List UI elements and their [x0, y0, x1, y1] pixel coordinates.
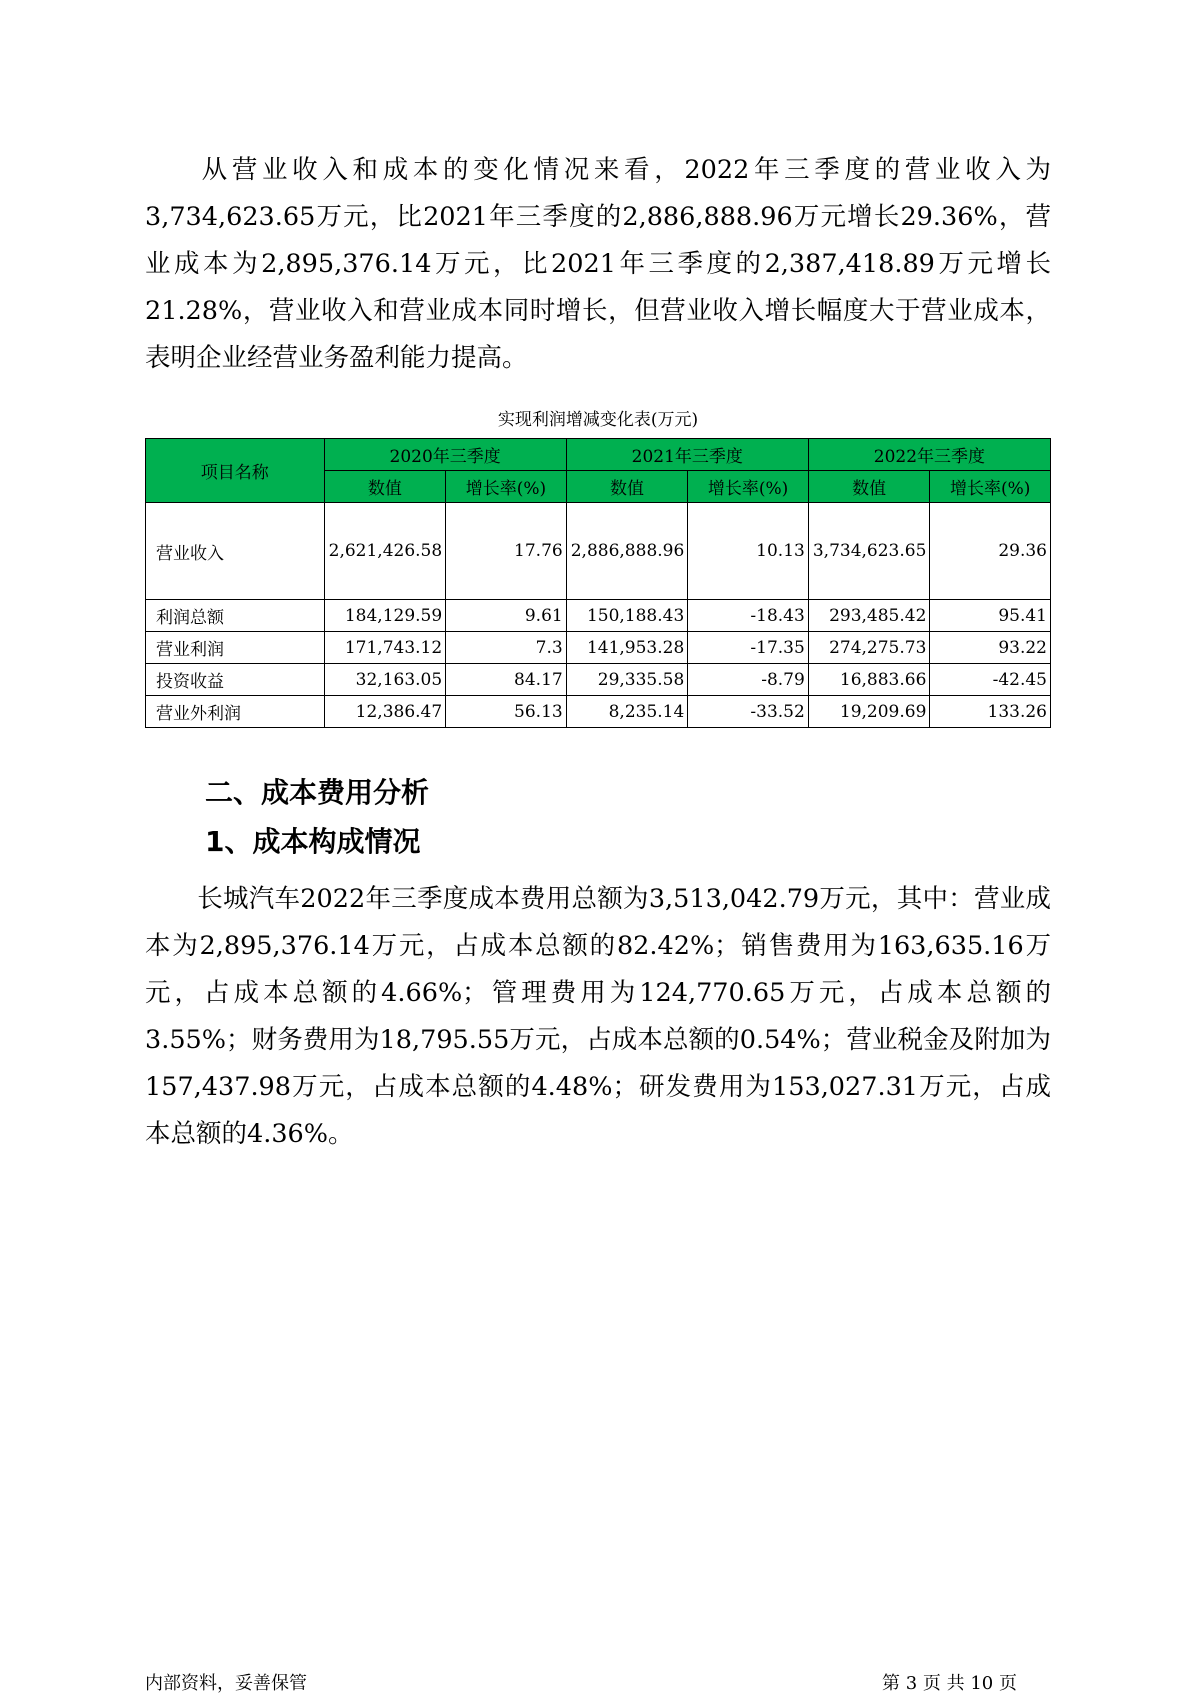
header-period-2021: 2021年三季度: [566, 439, 808, 471]
cell-rate: 17.76: [446, 503, 567, 600]
cell-rate: 10.13: [688, 503, 809, 600]
cell-value: 171,743.12: [324, 632, 446, 664]
cell-rate: 56.13: [446, 696, 567, 728]
paragraph-text: 长城汽车2022年三季度成本费用总额为3,513,042.79万元，其中：营业成本为2,895,376.14万元，占成本总额的82.42%；销售费用为163,635.16万元，占成本总额的4.66%；管理费用为124,770.65万元，占成本总额的3.55%；财务费用为18,795.55万元，占成本总额的0.54%；营业税金及附加为157,437.98万元，占成本总额的4.48%；研发费用为153,027.31万元，占成本总额的4.36%。: [145, 884, 1051, 1149]
row-name: 营业利润: [146, 632, 325, 664]
cell-value: 29,335.58: [566, 664, 688, 696]
cell-rate: -17.35: [688, 632, 809, 664]
cell-value: 150,188.43: [566, 600, 688, 632]
cell-rate: -8.79: [688, 664, 809, 696]
cell-value: 32,163.05: [324, 664, 446, 696]
header-value: 数值: [808, 471, 930, 503]
paragraph-text: 从营业收入和成本的变化情况来看，2022年三季度的营业收入为3,734,623.65万元，比2021年三季度的2,886,888.96万元增长29.36%，营业成本为2,895,376.14万元，比2021年三季度的2,387,418.89万元增长21.28%，营业收入和营业成本同时增长，但营业收入增长幅度大于营业成本，表明企业经营业务盈利能力提高。: [145, 155, 1051, 373]
cell-rate: 29.36: [930, 503, 1051, 600]
header-value: 数值: [324, 471, 446, 503]
cell-rate: -42.45: [930, 664, 1051, 696]
subsection-heading: 1、成本构成情况: [205, 825, 421, 858]
cell-value: 16,883.66: [808, 664, 930, 696]
cell-value: 19,209.69: [808, 696, 930, 728]
table-row: [146, 503, 1051, 600]
cell-value: 12,386.47: [324, 696, 446, 728]
cell-rate: 9.61: [446, 600, 567, 632]
header-period-2020: 2020年三季度: [324, 439, 566, 471]
row-name: 利润总额: [146, 600, 325, 632]
cell-rate: 84.17: [446, 664, 567, 696]
table-row: [146, 696, 1051, 728]
cell-value: [566, 503, 688, 600]
row-name: 营业外利润: [146, 696, 325, 728]
cell-value: 141,953.28: [566, 632, 688, 664]
header-rate: 增长率(%): [446, 471, 567, 503]
table-row: [146, 632, 1051, 664]
table-header-row: [146, 439, 1051, 471]
table-caption: 实现利润增减变化表(万元): [497, 410, 699, 430]
table-row: [146, 600, 1051, 632]
cell-value-text: 3,734,623.65: [812, 541, 927, 561]
row-name: 营业收入: [146, 503, 325, 600]
header-rate: 增长率(%): [930, 471, 1051, 503]
cell-rate: 95.41: [930, 600, 1051, 632]
cell-value-text: 2,621,426.58: [328, 541, 443, 561]
row-name: 投资收益: [146, 664, 325, 696]
cell-value: 184,129.59: [324, 600, 446, 632]
cell-rate: -18.43: [688, 600, 809, 632]
cell-value-text: 2,886,888.96: [570, 541, 685, 561]
footer-page-number: 第 3 页 共 10 页: [882, 1673, 1017, 1694]
cell-value: 8,235.14: [566, 696, 688, 728]
header-rate: 增长率(%): [688, 471, 809, 503]
footer-confidential-note: 内部资料，妥善保管: [145, 1673, 307, 1694]
body-paragraph-revenue: [145, 147, 1051, 382]
cell-rate: 93.22: [930, 632, 1051, 664]
cell-rate: 133.26: [930, 696, 1051, 728]
cell-rate: 7.3: [446, 632, 567, 664]
cell-value: 293,485.42: [808, 600, 930, 632]
header-period-2022: 2022年三季度: [808, 439, 1050, 471]
section-heading: 二、成本费用分析: [205, 776, 430, 809]
header-item-name: 项目名称: [146, 439, 325, 503]
cell-value: [324, 503, 446, 600]
cell-value: [808, 503, 930, 600]
cell-value: 274,275.73: [808, 632, 930, 664]
body-paragraph-cost: [145, 876, 1051, 1158]
cell-rate: -33.52: [688, 696, 809, 728]
table-row: [146, 664, 1051, 696]
profit-change-table: [145, 438, 1051, 728]
header-value: 数值: [566, 471, 688, 503]
